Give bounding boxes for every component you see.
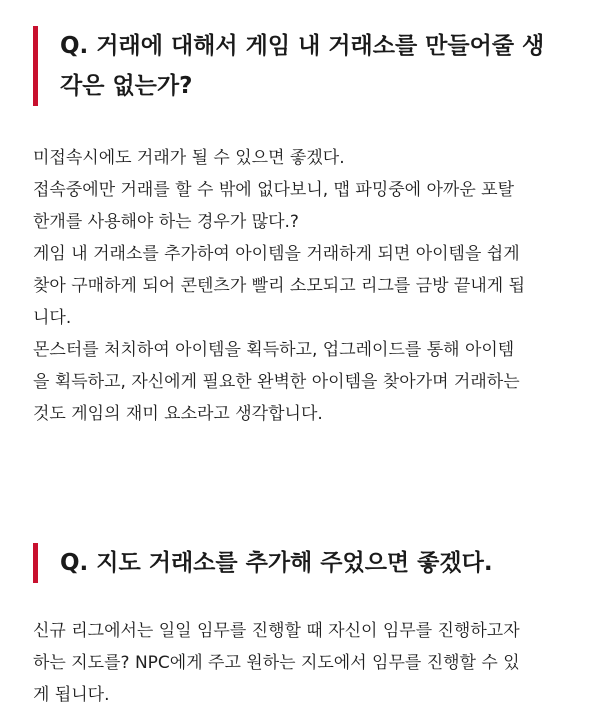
answer-line: 것도 게임의 재미 요소라고 생각합니다. xyxy=(33,404,323,424)
answer-line: 게임 내 거래소를 추가하여 아이템을 거래하게 되면 아이템을 쉽게 xyxy=(33,244,520,264)
answer-line: 미접속시에도 거래가 될 수 있으면 좋겠다. xyxy=(33,148,345,168)
answer-text-2 xyxy=(33,615,578,711)
answer-line: 하는 지도를? NPC에게 주고 원하는 지도에서 임무를 진행할 수 있 xyxy=(33,653,520,673)
answer-text-1 xyxy=(33,142,578,430)
question-line: 각은 없는가? xyxy=(60,73,193,99)
answer-line: 접속중에만 거래를 할 수 밖에 없다보니, 맵 파밍중에 아까운 포탈 xyxy=(33,180,515,200)
answer-line: 게 됩니다. xyxy=(33,685,110,705)
answer-line: 신규 리그에서는 일일 임무를 진행할 때 자신이 임무를 진행하고자 xyxy=(33,621,520,641)
question-line: Q. 거래에 대해서 게임 내 거래소를 만들어줄 생 xyxy=(60,33,545,59)
answer-line: 니다. xyxy=(33,308,72,328)
question-heading-1 xyxy=(33,26,573,106)
answer-line: 한개를 사용해야 하는 경우가 많다.? xyxy=(33,212,299,232)
answer-line: 몬스터를 처치하여 아이템을 획득하고, 업그레이드를 통해 아이템 xyxy=(33,340,515,360)
answer-line: 찾아 구매하게 되어 콘텐츠가 빨리 소모되고 리그를 금방 끝내게 됩 xyxy=(33,276,526,296)
question-heading-2 xyxy=(33,543,573,583)
question-line: Q. 지도 거래소를 추가해 주었으면 좋겠다. xyxy=(60,550,493,576)
answer-line: 을 획득하고, 자신에게 필요한 완벽한 아이템을 찾아가며 거래하는 xyxy=(33,372,520,392)
